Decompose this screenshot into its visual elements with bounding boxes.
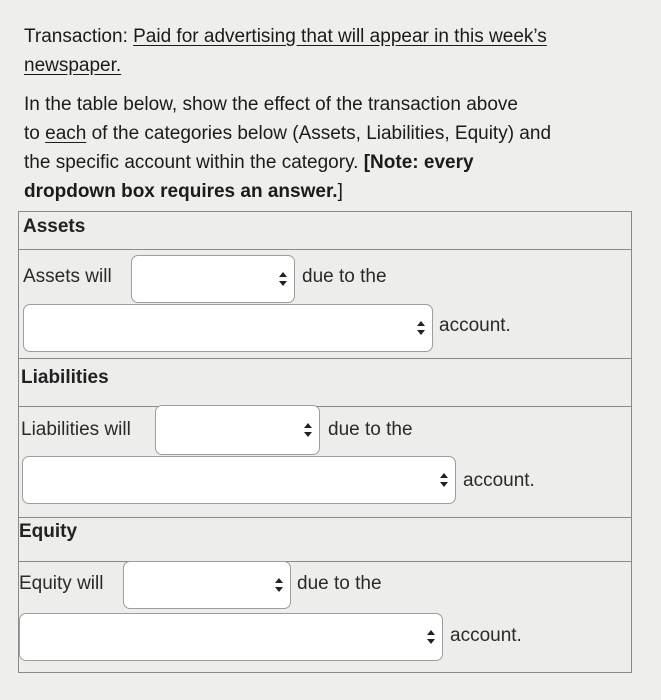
liabilities-account-label: account. <box>463 470 535 491</box>
divider <box>19 358 631 359</box>
transaction-description <box>24 22 634 80</box>
equity-change-dropdown[interactable] <box>123 561 291 609</box>
transaction-text-line1: Paid for advertising that will appear in this week’s <box>133 26 547 47</box>
note-text-part1: [Note: every <box>363 152 474 173</box>
liabilities-change-dropdown[interactable] <box>155 405 320 455</box>
liabilities-will-label: Liabilities will <box>21 419 131 440</box>
instructions-each-link[interactable]: each <box>45 123 87 144</box>
equity-account-dropdown[interactable] <box>19 613 443 661</box>
assets-due-label: due to the <box>302 266 387 287</box>
up-down-arrows-icon <box>439 472 449 488</box>
liabilities-heading: Liabilities <box>21 367 109 388</box>
assets-account-label: account. <box>439 315 511 336</box>
divider <box>19 517 631 518</box>
divider <box>19 561 631 562</box>
assets-will-label: Assets will <box>23 266 112 287</box>
assets-account-dropdown[interactable] <box>23 304 433 352</box>
equity-due-label: due to the <box>297 573 382 594</box>
equity-heading: Equity <box>19 521 78 542</box>
transaction-prefix: Transaction: <box>24 26 134 47</box>
instructions-line2-pre: to <box>24 123 46 144</box>
up-down-arrows-icon <box>303 422 313 438</box>
instructions-line3-pre: the specific account within the category. <box>24 152 364 173</box>
transaction-text-line2: newspaper. <box>24 55 122 76</box>
equity-will-label: Equity will <box>19 573 104 594</box>
assets-change-dropdown[interactable] <box>131 255 295 303</box>
up-down-arrows-icon <box>278 271 288 287</box>
liabilities-account-dropdown[interactable] <box>22 456 456 504</box>
question-text <box>24 22 634 206</box>
instructions <box>24 90 634 206</box>
effects-table <box>18 211 632 673</box>
up-down-arrows-icon <box>274 577 284 593</box>
up-down-arrows-icon <box>426 629 436 645</box>
note-bracket-close: ] <box>337 181 343 202</box>
note-text-part2: dropdown box requires an answer. <box>24 181 338 202</box>
instructions-line1: In the table below, show the effect of the transaction above <box>24 94 518 115</box>
up-down-arrows-icon <box>416 320 426 336</box>
equity-account-label: account. <box>450 625 522 646</box>
liabilities-due-label: due to the <box>328 419 413 440</box>
instructions-line2-post: of the categories below (Assets, Liabilities, Equity) and <box>86 123 552 144</box>
divider <box>19 249 631 250</box>
divider <box>19 406 631 407</box>
assets-heading: Assets <box>23 216 86 237</box>
